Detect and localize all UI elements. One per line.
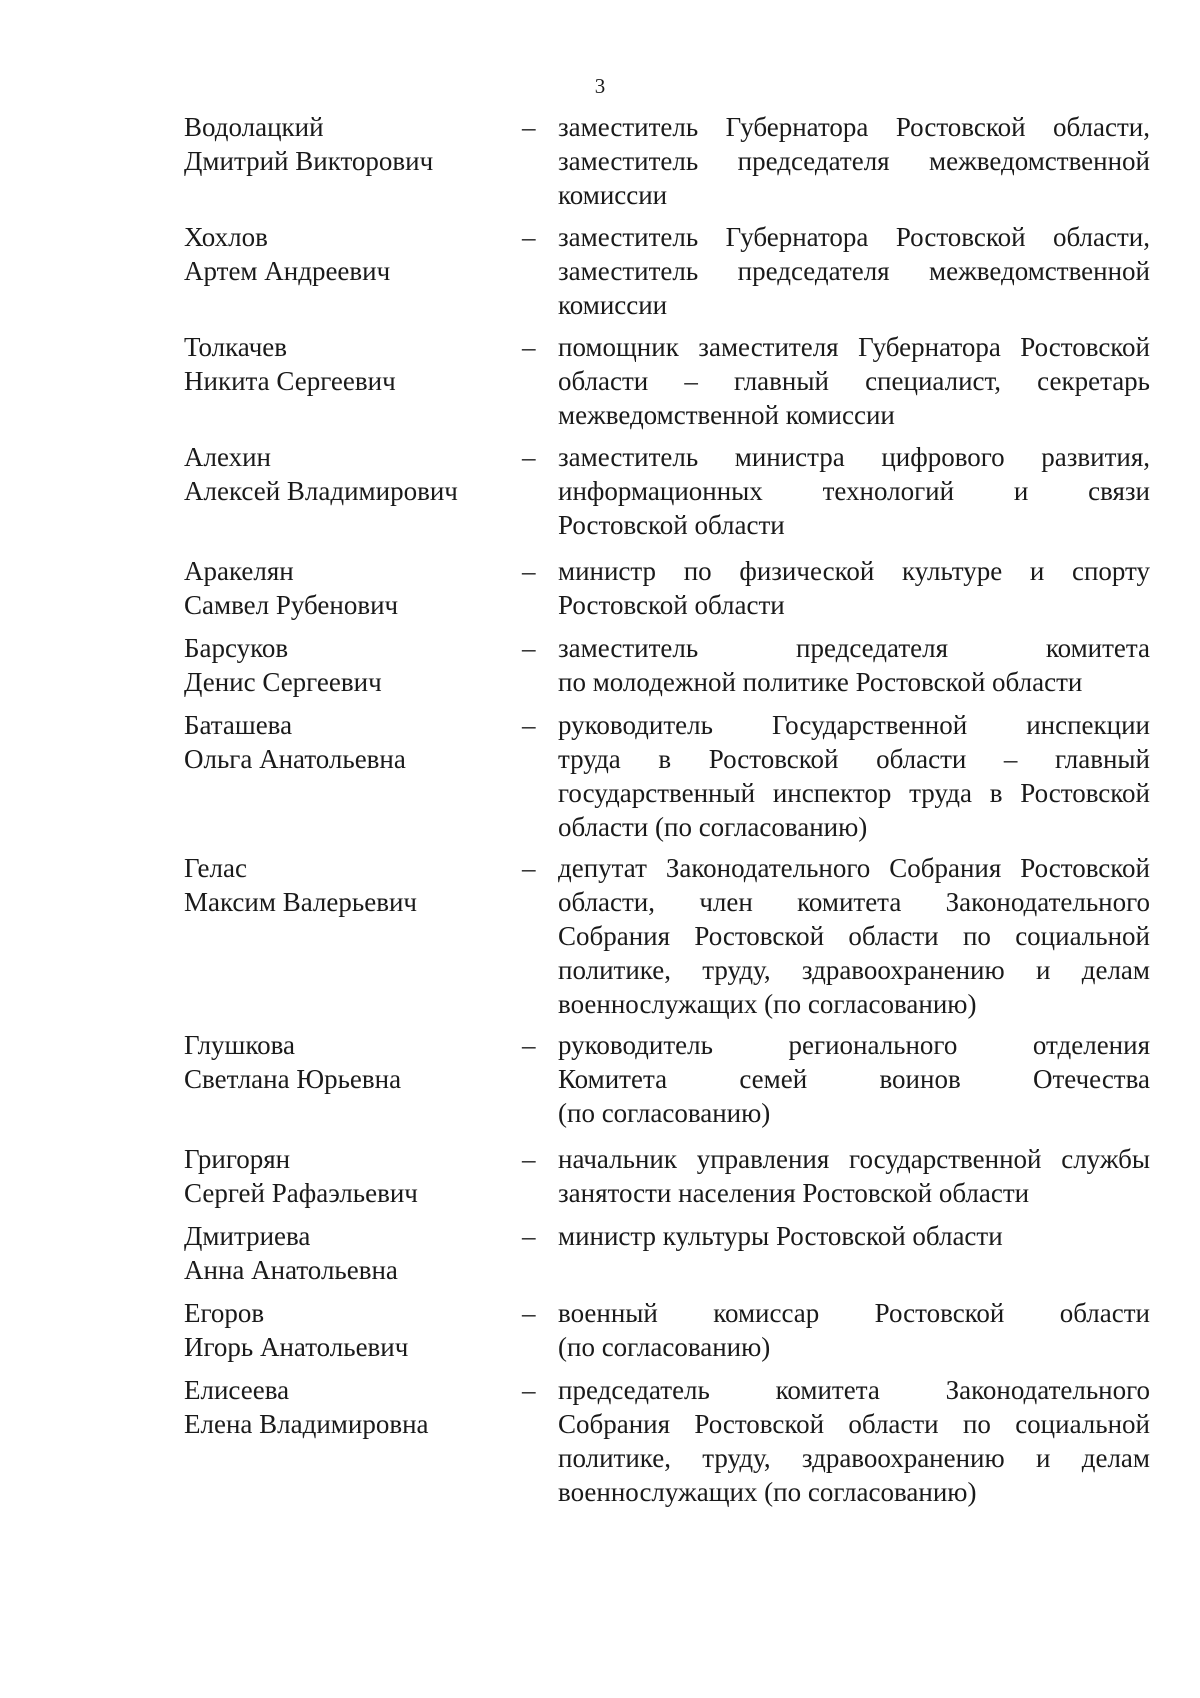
- position-line: информационных технологий и связи: [558, 476, 1150, 506]
- position-line: военнослужащих (по согласованию): [558, 1477, 977, 1507]
- position-line: заместитель председателя комитета: [558, 633, 1150, 663]
- member-position: [558, 708, 1150, 844]
- dash-separator: –: [522, 710, 536, 740]
- position-line: заместитель Губернатора Ростовской области,: [558, 222, 1150, 252]
- dash-separator: –: [522, 442, 536, 472]
- position-line: области (по согласованию): [558, 812, 868, 842]
- member-name: [184, 220, 514, 288]
- member-given-names: Светлана Юрьевна: [184, 1064, 402, 1094]
- position-line: заместитель председателя межведомственной: [558, 146, 1150, 176]
- position-line: межведомственной комиссии: [558, 400, 895, 430]
- position-line: Ростовской области: [558, 590, 785, 620]
- position-line: труда в Ростовской области – главный: [558, 744, 1150, 774]
- member-position: [558, 330, 1150, 432]
- position-line: (по согласованию): [558, 1098, 771, 1128]
- member-position: [558, 851, 1150, 1021]
- dash-separator: –: [522, 112, 536, 142]
- member-name: [184, 851, 514, 919]
- position-line: военнослужащих (по согласованию): [558, 989, 977, 1019]
- position-line: Собрания Ростовской области по социальной: [558, 921, 1150, 951]
- member-name: [184, 1142, 514, 1210]
- member-name: [184, 110, 514, 178]
- position-line: заместитель Губернатора Ростовской области,: [558, 112, 1150, 142]
- member-position: [558, 110, 1150, 212]
- member-name: [184, 1373, 514, 1441]
- member-surname: Алехин: [184, 442, 271, 472]
- member-surname: Елисеева: [184, 1375, 290, 1405]
- position-line: комиссии: [558, 290, 668, 320]
- member-surname: Григорян: [184, 1144, 291, 1174]
- member-surname: Егоров: [184, 1298, 265, 1328]
- member-given-names: Игорь Анатольевич: [184, 1332, 409, 1362]
- dash-separator: –: [522, 222, 536, 252]
- position-line: руководитель регионального отделения: [558, 1030, 1150, 1060]
- position-line: министр по физической культуре и спорту: [558, 556, 1150, 586]
- member-given-names: Максим Валерьевич: [184, 887, 417, 917]
- member-given-names: Алексей Владимирович: [184, 476, 458, 506]
- dash-separator: –: [522, 332, 536, 362]
- position-line: политике, труду, здравоохранению и делам: [558, 955, 1150, 985]
- member-name: [184, 631, 514, 699]
- position-line: Собрания Ростовской области по социальной: [558, 1409, 1150, 1439]
- dash-separator: –: [522, 633, 536, 663]
- member-surname: Водолацкий: [184, 112, 324, 142]
- dash-separator: –: [522, 556, 536, 586]
- position-line: председатель комитета Законодательного: [558, 1375, 1150, 1405]
- member-surname: Баташева: [184, 710, 293, 740]
- position-line: области, член комитета Законодательного: [558, 887, 1150, 917]
- position-line: занятости населения Ростовской области: [558, 1178, 1030, 1208]
- member-position: [558, 220, 1150, 322]
- member-given-names: Денис Сергеевич: [184, 667, 382, 697]
- member-surname: Аракелян: [184, 556, 294, 586]
- member-name: [184, 330, 514, 398]
- member-given-names: Артем Андреевич: [184, 256, 391, 286]
- dash-separator: –: [522, 853, 536, 883]
- member-name: [184, 1296, 514, 1364]
- position-line: по молодежной политике Ростовской области: [558, 667, 1083, 697]
- position-line: Комитета семей воинов Отечества: [558, 1064, 1150, 1094]
- position-line: военный комиссар Ростовской области: [558, 1298, 1150, 1328]
- position-line: министр культуры Ростовской области: [558, 1221, 1003, 1251]
- member-given-names: Елена Владимировна: [184, 1409, 429, 1439]
- member-surname: Гелас: [184, 853, 247, 883]
- position-line: руководитель Государственной инспекции: [558, 710, 1150, 740]
- member-given-names: Сергей Рафаэльевич: [184, 1178, 418, 1208]
- member-name: [184, 1028, 514, 1096]
- member-surname: Барсуков: [184, 633, 289, 663]
- position-line: государственный инспектор труда в Ростовской: [558, 778, 1150, 808]
- member-position: [558, 1028, 1150, 1130]
- member-name: [184, 440, 514, 508]
- member-position: [558, 1296, 1150, 1364]
- member-position: [558, 440, 1150, 542]
- member-position: [558, 631, 1150, 699]
- dash-separator: –: [522, 1221, 536, 1251]
- position-line: депутат Законодательного Собрания Ростовской: [558, 853, 1150, 883]
- position-line: области – главный специалист, секретарь: [558, 366, 1150, 396]
- position-line: (по согласованию): [558, 1332, 771, 1362]
- member-given-names: Дмитрий Викторович: [184, 146, 434, 176]
- position-line: Ростовской области: [558, 510, 785, 540]
- member-surname: Хохлов: [184, 222, 268, 252]
- member-name: [184, 708, 514, 776]
- position-line: политике, труду, здравоохранению и делам: [558, 1443, 1150, 1473]
- member-position: [558, 1219, 1150, 1253]
- member-position: [558, 1373, 1150, 1509]
- member-position: [558, 1142, 1150, 1210]
- position-line: начальник управления государственной службы: [558, 1144, 1150, 1174]
- member-surname: Дмитриева: [184, 1221, 311, 1251]
- member-given-names: Никита Сергеевич: [184, 366, 396, 396]
- member-given-names: Самвел Рубенович: [184, 590, 399, 620]
- dash-separator: –: [522, 1298, 536, 1328]
- dash-separator: –: [522, 1030, 536, 1060]
- position-line: комиссии: [558, 180, 668, 210]
- dash-separator: –: [522, 1375, 536, 1405]
- member-surname: Толкачев: [184, 332, 288, 362]
- member-name: [184, 554, 514, 622]
- position-line: заместитель председателя межведомственной: [558, 256, 1150, 286]
- member-given-names: Анна Анатольевна: [184, 1255, 398, 1285]
- position-line: заместитель министра цифрового развития,: [558, 442, 1150, 472]
- position-line: помощник заместителя Губернатора Ростовской: [558, 332, 1150, 362]
- member-name: [184, 1219, 514, 1287]
- page-number: 3: [594, 74, 606, 98]
- dash-separator: –: [522, 1144, 536, 1174]
- member-given-names: Ольга Анатольевна: [184, 744, 406, 774]
- member-surname: Глушкова: [184, 1030, 295, 1060]
- member-position: [558, 554, 1150, 622]
